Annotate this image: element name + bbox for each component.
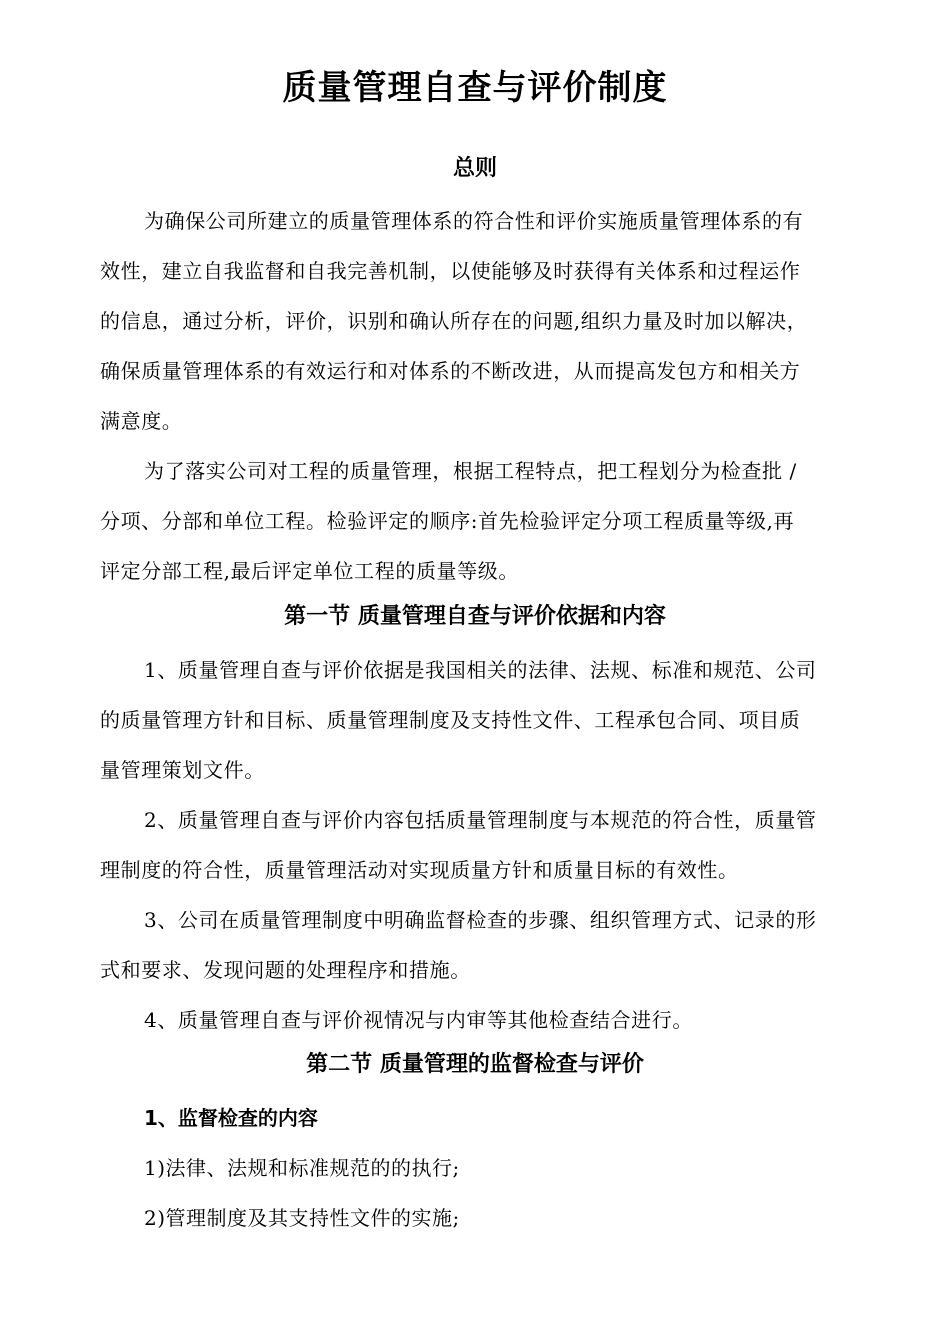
general-paragraph-1 xyxy=(100,196,880,446)
text-line: 量管理策划文件。 xyxy=(100,758,265,782)
text-line: 式和要求、发现问题的处理程序和措施。 xyxy=(100,958,471,982)
text-line: 理制度的符合性，质量管理活动对实现质量方针和质量目标的有效性。 xyxy=(100,858,739,882)
text-line: 2、质量管理自查与评价内容包括质量管理制度与本规范的符合性，质量管 xyxy=(144,808,817,832)
general-paragraph-2 xyxy=(100,446,880,596)
section2-heading: 第二节 质量管理的监督检查与评价 xyxy=(306,1052,644,1077)
text-line: 满意度。 xyxy=(100,409,183,433)
text-line: 的质量管理方针和目标、质量管理制度及支持性文件、工程承包合同、项目质 xyxy=(100,708,801,732)
section1-item-2 xyxy=(100,795,880,895)
text-line: 3、公司在质量管理制度中明确监督检查的步骤、组织管理方式、记录的形 xyxy=(144,908,817,932)
text-line: 确保质量管理体系的有效运行和对体系的不断改进，从而提高发包方和相关方 xyxy=(100,359,801,383)
text-line: 效性，建立自我监督和自我完善机制，以使能够及时获得有关体系和过程运作 xyxy=(100,259,801,283)
text-line: 分项、分部和单位工程。检验评定的顺序:首先检验评定分项工程质量等级,再 xyxy=(100,509,795,533)
document-title: 质量管理自查与评价制度 xyxy=(282,68,668,108)
text-line: 的信息，通过分析，评价，识别和确认所存在的问题,组织力量及时加以解决， xyxy=(100,309,808,333)
section1-item-3 xyxy=(100,895,880,995)
text-line: 4、质量管理自查与评价视情况与内审等其他检查结合进行。 xyxy=(144,1008,693,1032)
text-line: 评定分部工程,最后评定单位工程的质量等级。 xyxy=(100,559,519,583)
text-line: 1、质量管理自查与评价依据是我国相关的法律、法规、标准和规范、公司 xyxy=(144,658,817,682)
text-line: 为确保公司所建立的质量管理体系的符合性和评价实施质量管理体系的有 xyxy=(144,209,804,233)
section2-subheading: 1、监督检查的内容 xyxy=(144,1106,318,1130)
list-item: 2)管理制度及其支持性文件的实施; xyxy=(144,1206,460,1230)
list-item: 1)法律、法规和标准规范的的执行; xyxy=(144,1156,460,1180)
section1-heading: 第一节 质量管理自查与评价依据和内容 xyxy=(284,604,666,629)
general-heading: 总则 xyxy=(452,156,497,181)
section1-item-4 xyxy=(100,995,880,1045)
text-line: 为了落实公司对工程的质量管理，根据工程特点，把工程划分为检查批 / xyxy=(144,459,797,483)
section1-item-1 xyxy=(100,645,880,795)
